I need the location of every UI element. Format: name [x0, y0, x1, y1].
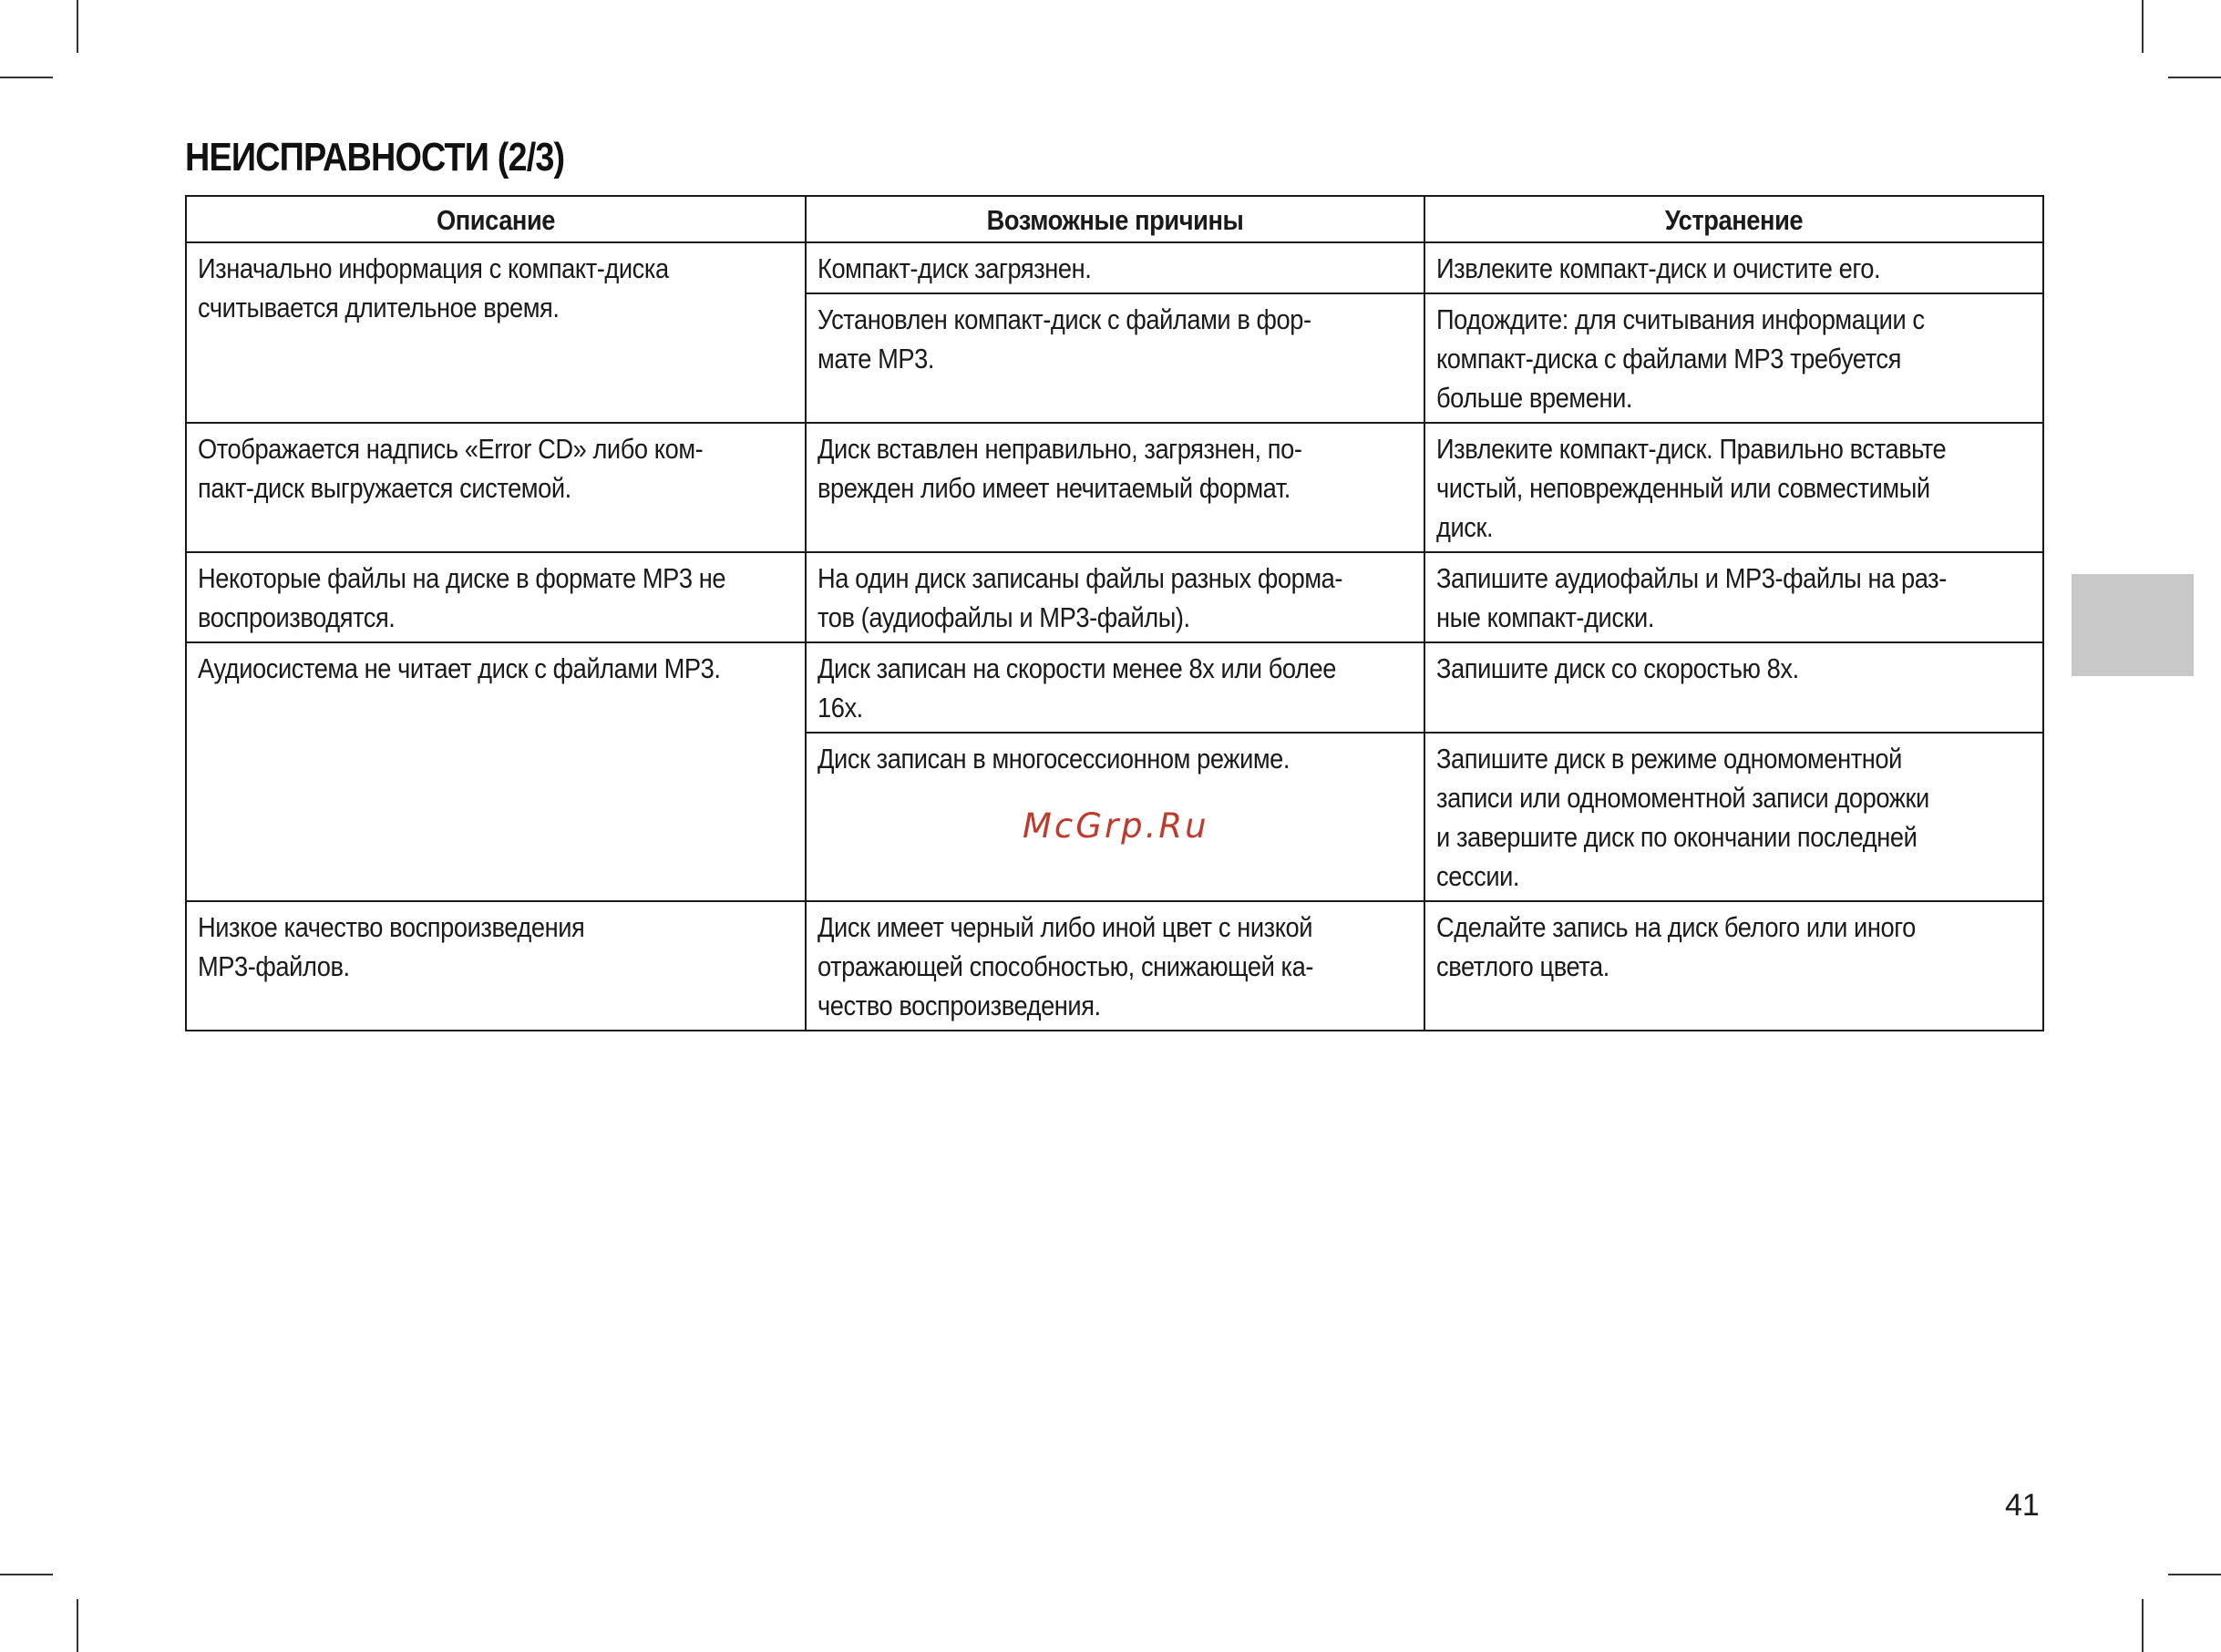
- crop-mark: [2168, 77, 2221, 78]
- remedy-cell: Сделайте запись на диск белого или иного светлого цвета.: [1424, 901, 2043, 1031]
- remedy-cell: Запишите диск в режиме одномоментной записи или одномоментной записи дорожки и завершите диск по окончании последней сессии.: [1424, 733, 2043, 901]
- column-header-description: Описание: [186, 196, 806, 242]
- table-row: [186, 642, 2043, 733]
- remedy-cell: Запишите аудиофайлы и MP3-файлы на раз- ные компакт-диски.: [1424, 552, 2043, 642]
- cause-cell: Установлен компакт-диск с файлами в фор- мате MP3.: [806, 293, 1424, 423]
- table-row: [186, 901, 2043, 1031]
- cause-cell: На один диск записаны файлы разных форма- тов (аудиофайлы и MP3-файлы).: [806, 552, 1424, 642]
- watermark: McGrp.Ru: [1023, 806, 1209, 846]
- description-cell: Некоторые файлы на диске в формате MP3 не воспроизводятся.: [186, 552, 806, 642]
- description-cell: Отображается надпись «Error CD» либо ком- пакт-диск выгружается системой.: [186, 423, 806, 552]
- page-number: 41: [2005, 1488, 2040, 1523]
- remedy-cell: Извлеките компакт-диск. Правильно вставьте чистый, неповрежденный или совместимый диск.: [1424, 423, 2043, 552]
- crop-mark: [2142, 1599, 2144, 1652]
- table-row: [186, 552, 2043, 642]
- crop-mark: [0, 1574, 53, 1575]
- description-cell: Аудиосистема не читает диск с файлами MP3.: [186, 642, 806, 901]
- column-header-remedy: Устранение: [1424, 196, 2043, 242]
- crop-mark: [77, 0, 78, 53]
- troubleshooting-table: [185, 195, 2044, 1031]
- crop-mark: [0, 77, 53, 78]
- cause-cell: Диск имеет черный либо иной цвет с низкой отражающей способностью, снижающей ка- чество воспроизведения.: [806, 901, 1424, 1031]
- cause-cell: Диск вставлен неправильно, загрязнен, по- врежден либо имеет нечитаемый формат.: [806, 423, 1424, 552]
- crop-mark: [2142, 0, 2144, 53]
- table-row: [186, 423, 2043, 552]
- crop-mark: [2168, 1574, 2221, 1575]
- table-row: [186, 242, 2043, 293]
- remedy-cell: Запишите диск со скоростью 8x.: [1424, 642, 2043, 733]
- cause-cell: Диск записан на скорости менее 8x или более 16x.: [806, 642, 1424, 733]
- cause-cell: Диск записан в многосессионном режиме.: [806, 733, 1424, 901]
- description-cell: Изначально информация с компакт-диска считывается длительное время.: [186, 242, 806, 423]
- column-header-causes: Возможные причины: [806, 196, 1424, 242]
- cause-cell: Компакт-диск загрязнен.: [806, 242, 1424, 293]
- remedy-cell: Извлеките компакт-диск и очистите его.: [1424, 242, 2043, 293]
- remedy-cell: Подождите: для считывания информации с компакт-диска с файлами MP3 требуется больше времени.: [1424, 293, 2043, 423]
- crop-mark: [77, 1599, 78, 1652]
- description-cell: Низкое качество воспроизведения MP3-файлов.: [186, 901, 806, 1031]
- page-title: НЕИСПРАВНОСТИ (2/3): [185, 135, 565, 180]
- table-header-row: [186, 196, 2043, 242]
- section-tab-marker: [2072, 574, 2194, 676]
